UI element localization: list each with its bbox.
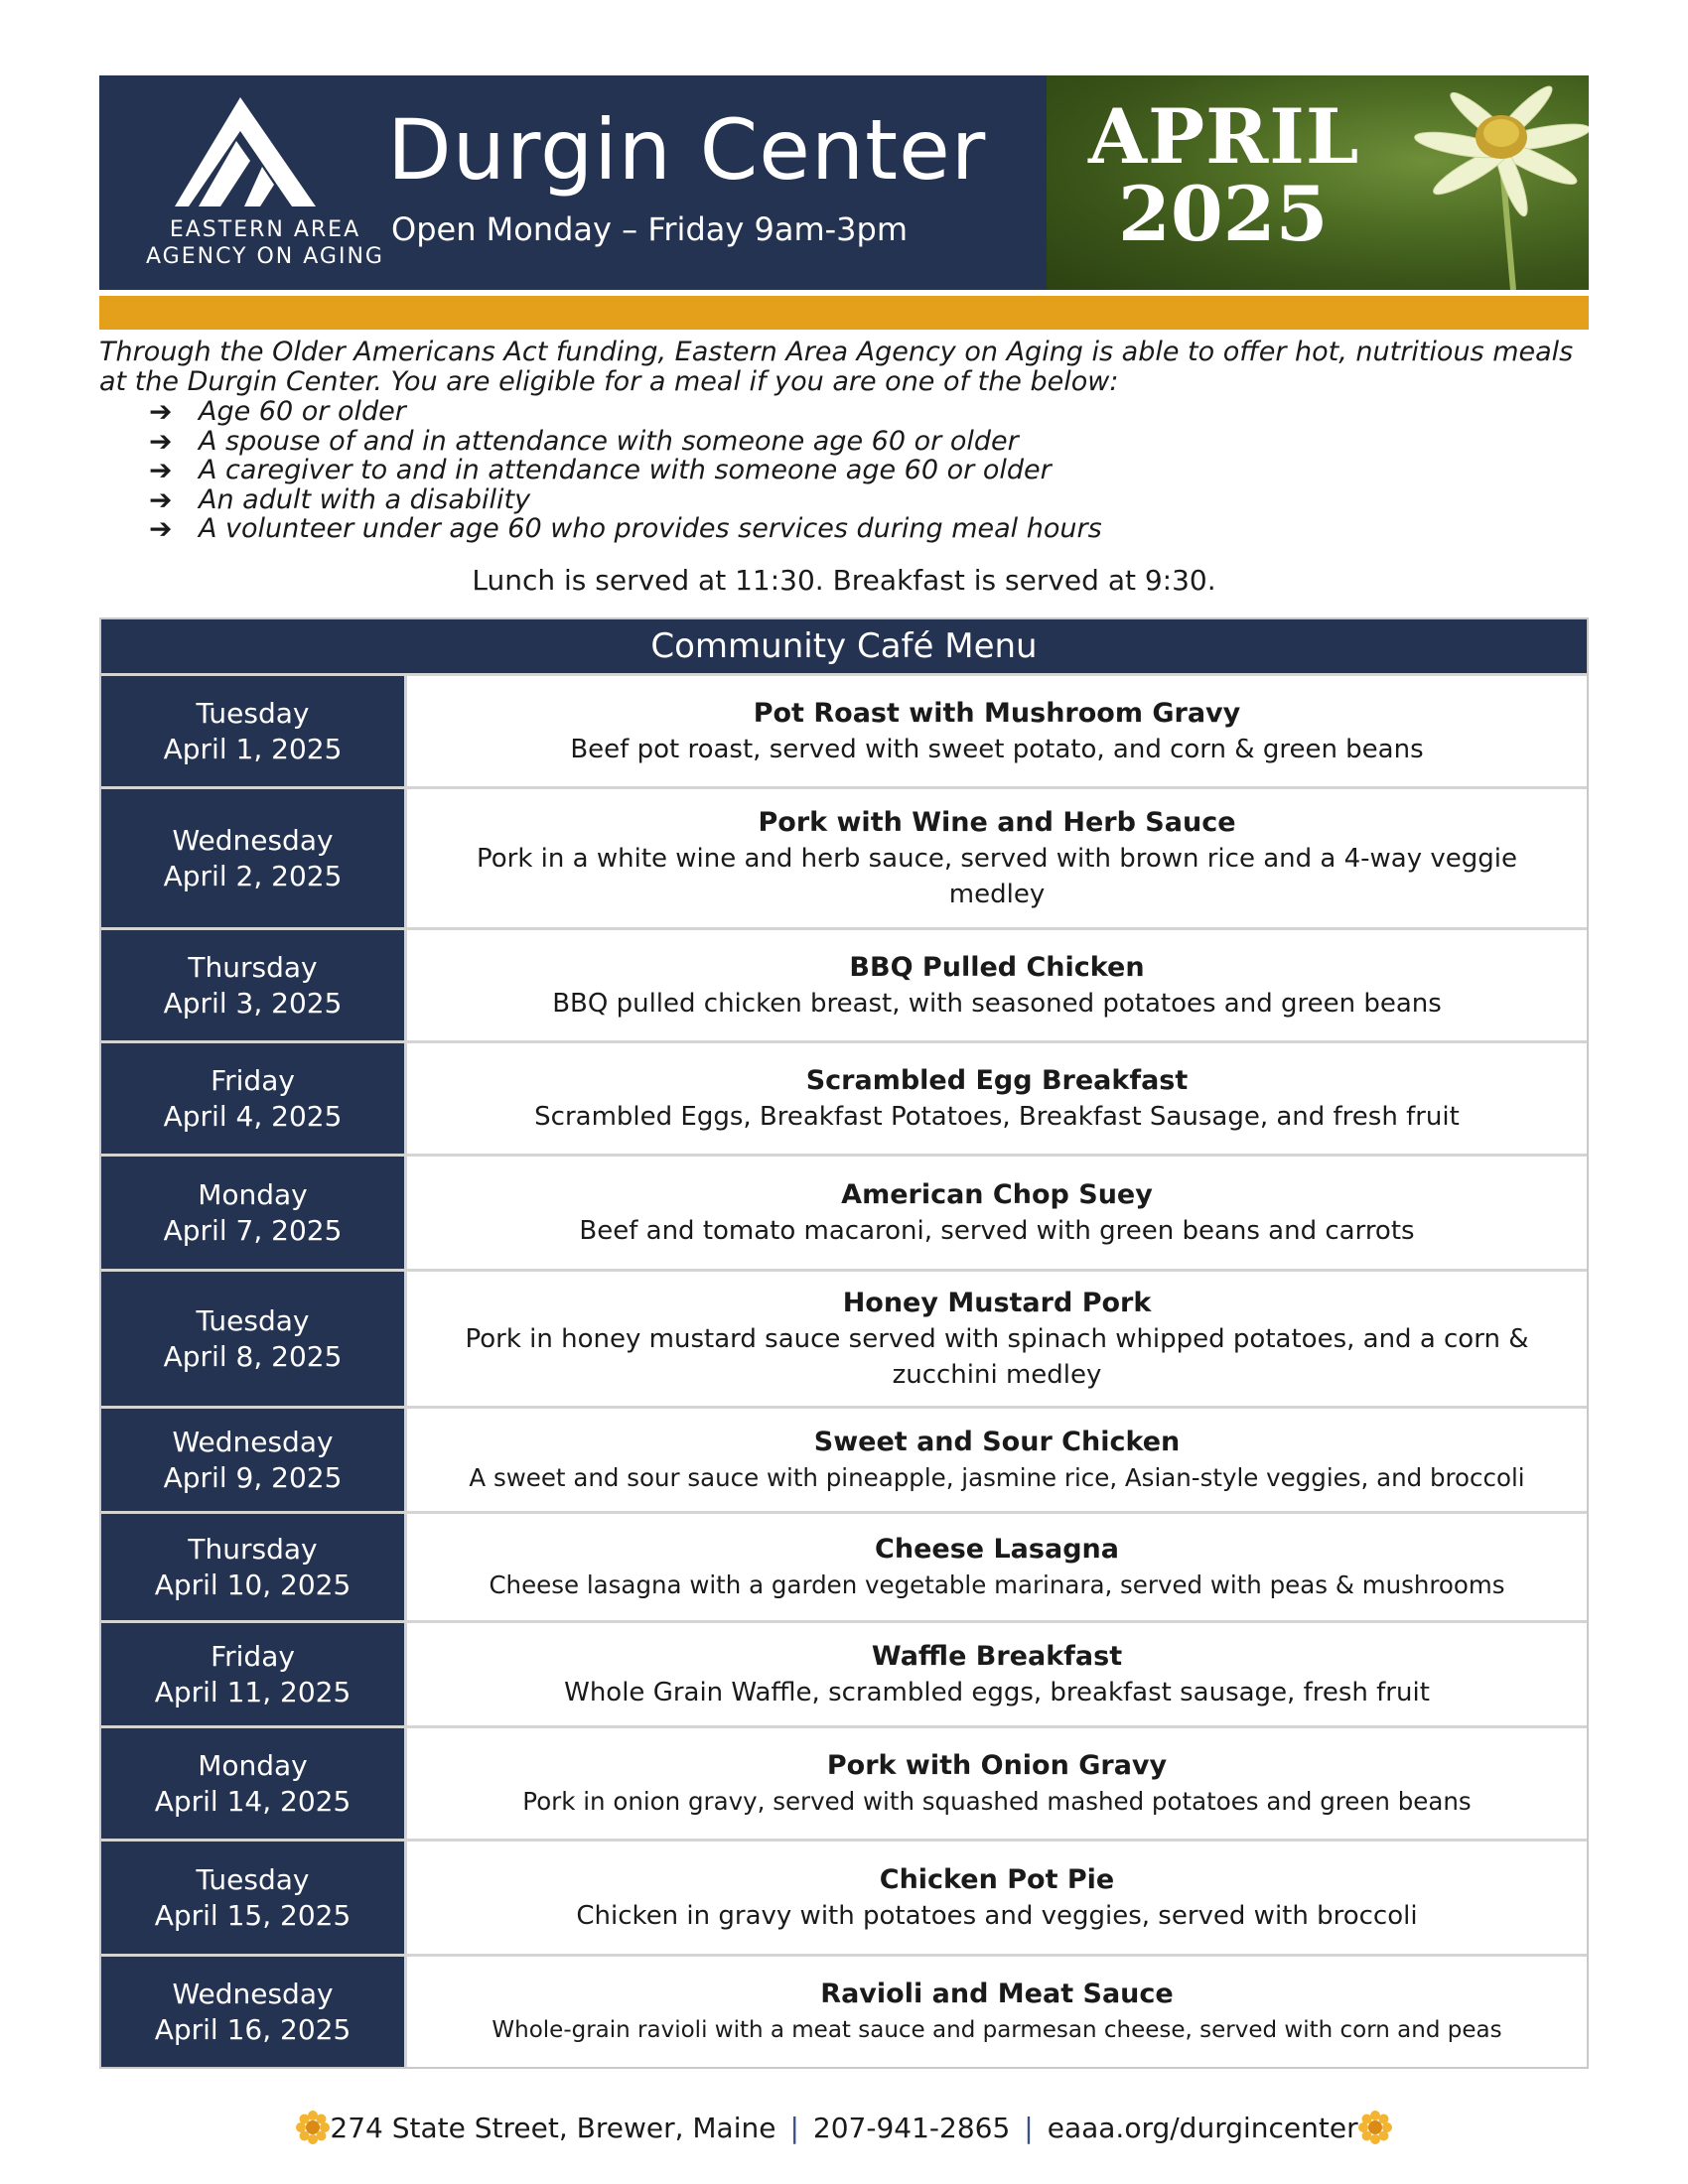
meal-description: Beef pot roast, served with sweet potato, and corn & green beans: [570, 734, 1424, 764]
footer-separator: |: [789, 2111, 799, 2144]
table-row: [101, 1040, 1587, 1154]
meal-name: Pork with Onion Gravy: [826, 1749, 1168, 1781]
menu-title: Community Café Menu: [101, 619, 1587, 673]
eligibility-list: [149, 397, 1102, 544]
header-left-panel: [99, 75, 1047, 290]
table-row: [101, 927, 1587, 1040]
meal-cell: [407, 676, 1587, 786]
table-row: [101, 1725, 1587, 1839]
meal-description: Whole Grain Waffle, scrambled eggs, breakfast sausage, fresh fruit: [564, 1677, 1430, 1707]
coneflower-icon: [1364, 85, 1589, 290]
footer-separator: |: [1024, 2111, 1034, 2144]
arrow-icon: ➔: [149, 454, 173, 486]
year-label: 2025: [1118, 170, 1329, 258]
arrow-icon: ➔: [149, 395, 173, 428]
page-title: Durgin Center: [387, 101, 987, 199]
meal-description: Pork in onion gravy, served with squashed mashed potatoes and green beans: [522, 1786, 1472, 1816]
meal-cell: [407, 1043, 1587, 1154]
date-cell: Friday April 11, 2025: [101, 1623, 407, 1725]
meal-cell: [407, 789, 1587, 927]
meal-description: Pork in honey mustard sauce served with spinach whipped potatoes, and a corn & zucchini medley: [465, 1323, 1529, 1390]
logo-line-2: AGENCY ON AGING: [146, 244, 384, 269]
header-banner: [99, 75, 1589, 290]
meal-name: BBQ Pulled Chicken: [849, 951, 1145, 983]
meal-description: Pork in a white wine and herb sauce, served with brown rice and a 4-way veggie medley: [477, 843, 1517, 909]
agency-logo-text: [121, 216, 409, 270]
footer-contact: [99, 2111, 1589, 2144]
footer-phone[interactable]: 207-941-2865: [812, 2111, 1011, 2144]
flower-icon: [1358, 2111, 1392, 2144]
meal-cell: [407, 1623, 1587, 1725]
table-row: [101, 1269, 1587, 1406]
flower-icon: [296, 2111, 330, 2144]
meal-description: Beef and tomato macaroni, served with green beans and carrots: [579, 1215, 1415, 1246]
date-cell: Tuesday April 8, 2025: [101, 1272, 407, 1406]
meal-cell: [407, 1957, 1587, 2067]
meal-name: Sweet and Sour Chicken: [813, 1426, 1181, 1457]
date-cell: Wednesday April 16, 2025: [101, 1957, 407, 2067]
meal-name: Cheese Lasagna: [875, 1533, 1119, 1565]
eligibility-item: ➔ A caregiver to and in attendance with someone age 60 or older: [149, 454, 1052, 486]
table-row: [101, 1954, 1587, 2067]
month-banner: [1047, 75, 1589, 290]
meal-name: Ravioli and Meat Sauce: [820, 1978, 1174, 2009]
date-cell: Monday April 7, 2025: [101, 1157, 407, 1269]
meal-description: Whole-grain ravioli with a meat sauce and parmesan cheese, served with corn and peas: [492, 2016, 1502, 2043]
meal-description: Cheese lasagna with a garden vegetable marinara, served with peas & mushrooms: [489, 1570, 1505, 1599]
arrow-icon: ➔: [149, 424, 173, 458]
date-cell: Thursday April 3, 2025: [101, 930, 407, 1040]
eligibility-item: ➔ Age 60 or older: [149, 395, 406, 428]
meal-times: Lunch is served at 11:30. Breakfast is served at 9:30.: [472, 564, 1216, 597]
date-cell: Tuesday April 1, 2025: [101, 676, 407, 786]
date-cell: Friday April 4, 2025: [101, 1043, 407, 1154]
arrow-icon: ➔: [149, 482, 173, 516]
meal-cell: [407, 930, 1587, 1040]
date-cell: Tuesday April 15, 2025: [101, 1842, 407, 1954]
gold-divider: [99, 296, 1589, 330]
meal-name: Honey Mustard Pork: [842, 1287, 1152, 1318]
agency-logo-icon: [175, 97, 316, 206]
hours-subtitle: Open Monday – Friday 9am-3pm: [391, 210, 908, 248]
eligibility-item: ➔ A spouse of and in attendance with someone age 60 or older: [149, 424, 1019, 458]
meal-cell: [407, 1728, 1587, 1839]
table-row: [101, 673, 1587, 786]
meal-name: Waffle Breakfast: [871, 1640, 1123, 1672]
table-row: [101, 1839, 1587, 1954]
meal-cell: [407, 1842, 1587, 1954]
footer-website-link[interactable]: eaaa.org/durgincenter: [1047, 2111, 1358, 2144]
date-cell: Wednesday April 9, 2025: [101, 1409, 407, 1511]
meal-description: Scrambled Eggs, Breakfast Potatoes, Breakfast Sausage, and fresh fruit: [534, 1101, 1460, 1132]
logo-line-1: EASTERN AREA: [169, 217, 361, 242]
meal-cell: [407, 1157, 1587, 1269]
eligibility-intro: Through the Older Americans Act funding, Eastern Area Agency on Aging is able to offer hot, nutritious meals at the Durgin Center. You are eligible for a meal if you are one of the below:: [99, 337, 1574, 397]
table-row: [101, 786, 1587, 927]
footer-address: 274 State Street, Brewer, Maine: [330, 2111, 776, 2144]
meal-description: A sweet and sour sauce with pineapple, jasmine rice, Asian-style veggies, and broccoli: [469, 1462, 1525, 1492]
eligibility-item: ➔ A volunteer under age 60 who provides services during meal hours: [149, 512, 1102, 545]
arrow-icon: ➔: [149, 512, 173, 545]
meal-cell: [407, 1272, 1587, 1406]
date-cell: Thursday April 10, 2025: [101, 1514, 407, 1620]
meal-description: BBQ pulled chicken breast, with seasoned potatoes and green beans: [552, 988, 1442, 1019]
table-row: [101, 1406, 1587, 1511]
eligibility-item: ➔ An adult with a disability: [149, 482, 531, 516]
meal-name: Chicken Pot Pie: [879, 1863, 1115, 1895]
meal-cell: [407, 1409, 1587, 1511]
meal-name: Scrambled Egg Breakfast: [805, 1064, 1189, 1096]
meal-name: Pork with Wine and Herb Sauce: [758, 806, 1236, 838]
meal-name: American Chop Suey: [841, 1178, 1153, 1210]
menu-table: [99, 617, 1589, 2069]
date-cell: Monday April 14, 2025: [101, 1728, 407, 1839]
month-label: APRIL: [1088, 92, 1360, 181]
date-cell: Wednesday April 2, 2025: [101, 789, 407, 927]
table-row: [101, 1620, 1587, 1725]
table-row: [101, 1511, 1587, 1620]
meal-cell: [407, 1514, 1587, 1620]
table-row: [101, 1154, 1587, 1269]
meal-description: Chicken in gravy with potatoes and veggies, served with broccoli: [576, 1900, 1418, 1931]
meal-name: Pot Roast with Mushroom Gravy: [753, 697, 1241, 729]
